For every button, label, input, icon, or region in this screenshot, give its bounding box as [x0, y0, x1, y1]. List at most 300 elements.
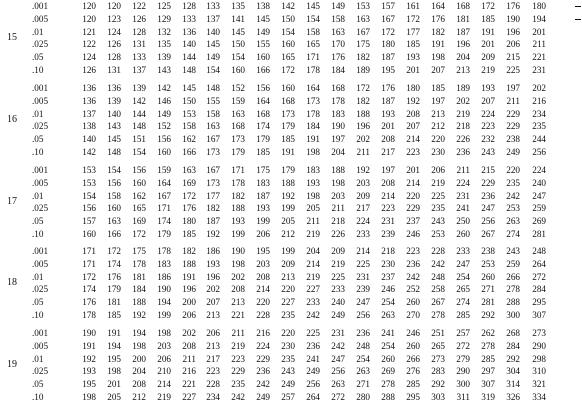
table-cell: 290 — [532, 340, 546, 351]
table-cell: 265 — [431, 340, 445, 351]
table-cell: 160 — [231, 65, 245, 75]
table-cell: 158 — [331, 13, 345, 24]
table-cell: 276 — [406, 366, 420, 377]
table-cell: 173 — [206, 177, 220, 188]
table-cell: 241 — [306, 353, 320, 364]
table-cell: 192 — [356, 165, 370, 175]
table-row — [0, 52, 582, 63]
table-cell: 120 — [107, 1, 121, 11]
table-cell: 257 — [281, 392, 295, 402]
table-cell: 249 — [506, 147, 520, 157]
table-cell: 202 — [356, 134, 370, 145]
table-cell: 223 — [406, 246, 420, 256]
table-cell: 159 — [231, 95, 245, 106]
table-cell: 187 — [381, 52, 395, 63]
table-row — [0, 27, 582, 38]
table-cell: 211 — [231, 328, 245, 338]
table-row — [0, 216, 582, 227]
table-cell: 198 — [82, 392, 96, 402]
table-cell: 180 — [532, 1, 546, 11]
table-cell: 159 — [157, 165, 171, 175]
table-cell: 224 — [456, 177, 470, 188]
table-cell: 219 — [306, 271, 320, 282]
table-cell: 214 — [256, 284, 270, 295]
table-cell: 179 — [281, 121, 295, 132]
table-cell: 171 — [82, 258, 96, 269]
table-cell: 153 — [182, 108, 196, 119]
table-cell: 254 — [456, 271, 470, 282]
table-cell: 163 — [231, 108, 245, 119]
table-cell: 288 — [381, 392, 395, 402]
table-cell: 176 — [331, 52, 345, 63]
table-cell: 199 — [281, 246, 295, 256]
table-cell: 267 — [481, 229, 495, 239]
table-cell: 203 — [256, 258, 270, 269]
table-cell: 193 — [406, 52, 420, 63]
table-cell: 218 — [456, 121, 470, 132]
table-cell: 158 — [306, 26, 320, 37]
table-row — [0, 354, 582, 365]
table-cell: 148 — [182, 65, 196, 75]
table-cell: 179 — [281, 165, 295, 175]
table-cell: 203 — [356, 177, 370, 188]
table-cell: 186 — [157, 271, 171, 282]
n-block-17 — [0, 164, 582, 239]
table-cell: 198 — [132, 340, 146, 351]
table-cell: 128 — [132, 26, 146, 37]
table-cell: 243 — [506, 246, 520, 256]
table-cell: 120 — [82, 1, 96, 11]
table-cell: 161 — [406, 1, 420, 11]
table-cell: 181 — [132, 271, 146, 282]
table-cell: 243 — [481, 147, 495, 157]
table-cell: 163 — [107, 216, 121, 227]
table-cell: 172 — [82, 271, 96, 282]
table-cell: 153 — [356, 1, 370, 11]
table-cell: 233 — [356, 229, 370, 239]
table-cell: 154 — [107, 165, 121, 175]
table-cell: 288 — [506, 297, 520, 308]
table-cell: 221 — [532, 52, 546, 63]
table-cell: 167 — [206, 134, 220, 145]
table-cell: 215 — [506, 52, 520, 63]
table-cell: 196 — [182, 284, 196, 295]
table-cell: 235 — [506, 177, 520, 188]
table-cell: 223 — [231, 353, 245, 364]
table-cell: 140 — [182, 39, 196, 50]
table-cell: 212 — [431, 121, 445, 132]
table-cell: 249 — [256, 392, 270, 402]
table-cell: 229 — [506, 108, 520, 119]
table-cell: 176 — [431, 13, 445, 24]
table-cell: 172 — [132, 229, 146, 239]
table-cell: 300 — [456, 379, 470, 390]
table-cell: 214 — [406, 134, 420, 145]
table-cell: 198 — [107, 366, 121, 377]
table-cell: 198 — [431, 52, 445, 63]
alpha-label: .05 — [32, 297, 44, 308]
table-cell: 141 — [231, 13, 245, 24]
alpha-label: .025 — [32, 284, 49, 295]
table-cell: 149 — [157, 108, 171, 119]
table-row — [0, 246, 582, 257]
table-cell: 242 — [431, 258, 445, 269]
table-cell: 197 — [381, 165, 395, 175]
table-cell: 197 — [431, 95, 445, 106]
table-cell: 228 — [206, 379, 220, 390]
table-cell: 270 — [406, 310, 420, 320]
table-cell: 241 — [456, 203, 470, 214]
table-cell: 224 — [256, 340, 270, 351]
table-cell: 253 — [481, 258, 495, 269]
table-cell: 135 — [231, 1, 245, 11]
table-cell: 148 — [206, 83, 220, 93]
table-cell: 204 — [132, 366, 146, 377]
table-cell: 219 — [331, 258, 345, 269]
alpha-label: .10 — [32, 310, 44, 320]
table-cell: 208 — [406, 108, 420, 119]
table-cell: 208 — [381, 177, 395, 188]
alpha-label: .001 — [32, 328, 49, 338]
table-cell: 206 — [206, 328, 220, 338]
table-cell: 169 — [182, 177, 196, 188]
table-cell: 217 — [206, 353, 220, 364]
alpha-label: .01 — [32, 190, 44, 201]
alpha-label: .005 — [32, 258, 49, 269]
table-cell: 177 — [406, 26, 420, 37]
table-cell: 160 — [157, 147, 171, 157]
table-cell: 238 — [481, 246, 495, 256]
table-cell: 190 — [331, 121, 345, 132]
table-cell: 160 — [281, 39, 295, 50]
table-cell: 298 — [532, 353, 546, 364]
table-cell: 216 — [182, 366, 196, 377]
table-cell: 177 — [206, 190, 220, 201]
table-cell: 191 — [281, 147, 295, 157]
table-cell: 226 — [331, 229, 345, 239]
table-cell: 125 — [157, 1, 171, 11]
table-cell: 241 — [381, 328, 395, 338]
table-cell: 263 — [381, 310, 395, 320]
table-cell: 190 — [82, 328, 96, 338]
table-cell: 150 — [182, 95, 196, 106]
table-cell: 211 — [331, 203, 345, 214]
table-cell: 211 — [182, 353, 196, 364]
table-cell: 135 — [157, 39, 171, 50]
table-cell: 256 — [331, 366, 345, 377]
table-cell: 243 — [281, 366, 295, 377]
table-cell: 230 — [381, 258, 395, 269]
table-cell: 184 — [132, 284, 146, 295]
table-cell: 214 — [406, 177, 420, 188]
alpha-label: .01 — [32, 108, 44, 119]
table-cell: 137 — [82, 108, 96, 119]
table-cell: 231 — [456, 190, 470, 201]
table-cell: 165 — [281, 52, 295, 63]
table-cell: 208 — [182, 340, 196, 351]
table-cell: 133 — [132, 52, 146, 63]
table-cell: 292 — [506, 353, 520, 364]
table-cell: 230 — [281, 340, 295, 351]
alpha-label: .025 — [32, 366, 49, 377]
table-cell: 281 — [481, 297, 495, 308]
table-cell: 224 — [356, 216, 370, 227]
table-cell: 247 — [331, 353, 345, 364]
table-cell: 207 — [481, 95, 495, 106]
table-cell: 120 — [82, 13, 96, 24]
continuation-mark — [575, 19, 581, 20]
table-cell: 160 — [256, 52, 270, 63]
table-cell: 193 — [82, 366, 96, 377]
table-cell: 227 — [182, 392, 196, 402]
table-cell: 223 — [481, 121, 495, 132]
table-cell: 188 — [281, 177, 295, 188]
table-cell: 163 — [331, 26, 345, 37]
table-cell: 249 — [331, 310, 345, 320]
table-row — [0, 229, 582, 240]
table-cell: 189 — [456, 83, 470, 93]
table-cell: 204 — [331, 147, 345, 157]
alpha-label: .10 — [32, 65, 44, 75]
table-cell: 271 — [356, 379, 370, 390]
table-cell: 146 — [157, 95, 171, 106]
table-cell: 240 — [331, 297, 345, 308]
table-cell: 212 — [281, 229, 295, 239]
table-cell: 228 — [256, 310, 270, 320]
table-cell: 167 — [206, 165, 220, 175]
table-cell: 154 — [231, 52, 245, 63]
table-cell: 211 — [532, 39, 546, 50]
table-cell: 199 — [281, 203, 295, 214]
table-cell: 168 — [256, 108, 270, 119]
table-cell: 247 — [356, 297, 370, 308]
table-cell: 172 — [281, 65, 295, 75]
table-cell: 175 — [256, 165, 270, 175]
alpha-label: .05 — [32, 134, 44, 145]
alpha-label: .001 — [32, 83, 49, 93]
alpha-label: .10 — [32, 147, 44, 157]
table-cell: 219 — [157, 392, 171, 402]
table-row — [0, 147, 582, 158]
table-row — [0, 284, 582, 295]
table-cell: 219 — [481, 65, 495, 75]
table-cell: 239 — [381, 229, 395, 239]
table-cell: 160 — [107, 203, 121, 214]
table-cell: 214 — [157, 379, 171, 390]
table-cell: 253 — [506, 203, 520, 214]
table-row — [0, 178, 582, 189]
table-cell: 219 — [306, 229, 320, 239]
table-cell: 225 — [331, 271, 345, 282]
table-cell: 220 — [406, 190, 420, 201]
table-cell: 290 — [456, 366, 470, 377]
table-cell: 172 — [107, 246, 121, 256]
table-cell: 138 — [82, 121, 96, 132]
table-cell: 170 — [331, 39, 345, 50]
table-cell: 311 — [456, 392, 470, 402]
table-cell: 225 — [356, 258, 370, 269]
table-cell: 140 — [206, 26, 220, 37]
table-cell: 229 — [481, 177, 495, 188]
table-cell: 252 — [406, 284, 420, 295]
table-cell: 223 — [406, 147, 420, 157]
table-cell: 136 — [82, 83, 96, 93]
table-cell: 240 — [532, 177, 546, 188]
alpha-label: .05 — [32, 52, 44, 63]
table-cell: 285 — [406, 379, 420, 390]
table-cell: 186 — [206, 246, 220, 256]
table-cell: 256 — [532, 147, 546, 157]
table-cell: 180 — [406, 83, 420, 93]
table-cell: 274 — [506, 229, 520, 239]
table-cell: 236 — [356, 328, 370, 338]
alpha-label: .01 — [32, 271, 44, 282]
table-cell: 149 — [206, 52, 220, 63]
table-cell: 173 — [306, 95, 320, 106]
table-cell: 319 — [481, 392, 495, 402]
table-cell: 178 — [331, 95, 345, 106]
table-cell: 164 — [306, 83, 320, 93]
table-cell: 136 — [107, 83, 121, 93]
table-cell: 268 — [506, 328, 520, 338]
table-row — [0, 203, 582, 214]
table-cell: 168 — [456, 1, 470, 11]
table-cell: 230 — [431, 147, 445, 157]
table-cell: 310 — [532, 366, 546, 377]
table-cell: 174 — [157, 216, 171, 227]
table-cell: 191 — [481, 26, 495, 37]
table-cell: 242 — [406, 271, 420, 282]
table-cell: 190 — [231, 246, 245, 256]
table-cell: 205 — [306, 203, 320, 214]
table-cell: 139 — [157, 52, 171, 63]
table-cell: 156 — [157, 134, 171, 145]
table-cell: 278 — [431, 310, 445, 320]
table-cell: 174 — [107, 258, 121, 269]
table-cell: 215 — [481, 165, 495, 175]
continuation-mark — [575, 6, 581, 7]
table-cell: 138 — [256, 1, 270, 11]
table-cell: 187 — [206, 216, 220, 227]
table-cell: 236 — [456, 147, 470, 157]
table-cell: 213 — [231, 297, 245, 308]
table-row — [0, 39, 582, 50]
table-cell: 263 — [356, 366, 370, 377]
table-cell: 257 — [456, 328, 470, 338]
table-cell: 198 — [306, 147, 320, 157]
table-cell: 156 — [82, 203, 96, 214]
alpha-label: .10 — [32, 392, 44, 402]
table-cell: 156 — [132, 165, 146, 175]
table-cell: 304 — [506, 366, 520, 377]
table-cell: 178 — [132, 258, 146, 269]
table-cell: 153 — [82, 165, 96, 175]
table-cell: 260 — [381, 353, 395, 364]
table-cell: 144 — [182, 52, 196, 63]
alpha-label: .005 — [32, 340, 49, 351]
table-cell: 175 — [132, 246, 146, 256]
table-cell: 199 — [256, 216, 270, 227]
table-cell: 205 — [107, 392, 121, 402]
table-cell: 260 — [481, 271, 495, 282]
table-cell: 143 — [157, 65, 171, 75]
table-cell: 168 — [231, 121, 245, 132]
table-cell: 174 — [256, 121, 270, 132]
table-cell: 180 — [381, 39, 395, 50]
table-cell: 197 — [506, 83, 520, 93]
table-cell: 203 — [157, 340, 171, 351]
table-cell: 188 — [231, 203, 245, 214]
table-cell: 202 — [456, 95, 470, 106]
table-cell: 157 — [82, 216, 96, 227]
table-cell: 220 — [431, 134, 445, 145]
table-cell: 199 — [157, 310, 171, 320]
table-cell: 193 — [206, 258, 220, 269]
table-cell: 169 — [132, 216, 146, 227]
table-cell: 183 — [256, 177, 270, 188]
table-cell: 191 — [182, 271, 196, 282]
table-cell: 202 — [206, 284, 220, 295]
table-cell: 149 — [331, 1, 345, 11]
table-cell: 227 — [306, 284, 320, 295]
table-cell: 172 — [356, 83, 370, 93]
table-cell: 187 — [456, 26, 470, 37]
table-cell: 246 — [406, 328, 420, 338]
table-cell: 158 — [107, 190, 121, 201]
table-cell: 196 — [356, 121, 370, 132]
table-cell: 198 — [331, 177, 345, 188]
table-cell: 173 — [206, 147, 220, 157]
table-cell: 242 — [506, 190, 520, 201]
table-cell: 280 — [356, 392, 370, 402]
table-cell: 156 — [256, 83, 270, 93]
table-cell: 143 — [107, 121, 121, 132]
table-cell: 278 — [506, 284, 520, 295]
table-cell: 278 — [381, 379, 395, 390]
table-cell: 326 — [506, 392, 520, 402]
table-cell: 209 — [481, 52, 495, 63]
table-row — [0, 14, 582, 25]
table-cell: 220 — [281, 284, 295, 295]
table-cell: 185 — [182, 229, 196, 239]
table-cell: 242 — [331, 340, 345, 351]
table-cell: 219 — [431, 177, 445, 188]
table-cell: 179 — [107, 284, 121, 295]
table-cell: 234 — [206, 392, 220, 402]
table-cell: 212 — [132, 392, 146, 402]
alpha-label: .10 — [32, 229, 44, 239]
table-cell: 295 — [406, 392, 420, 402]
table-cell: 168 — [281, 95, 295, 106]
table-cell: 214 — [381, 190, 395, 201]
table-cell: 253 — [431, 229, 445, 239]
table-cell: 234 — [532, 108, 546, 119]
table-cell: 216 — [256, 328, 270, 338]
table-row — [0, 310, 582, 321]
table-cell: 220 — [256, 297, 270, 308]
alpha-label: .01 — [32, 353, 44, 364]
table-cell: 145 — [231, 26, 245, 37]
table-cell: 217 — [381, 147, 395, 157]
table-cell: 175 — [356, 39, 370, 50]
table-cell: 213 — [281, 271, 295, 282]
table-cell: 183 — [306, 165, 320, 175]
table-cell: 284 — [532, 284, 546, 295]
table-row — [0, 121, 582, 132]
table-cell: 131 — [132, 39, 146, 50]
table-cell: 142 — [82, 147, 96, 157]
table-cell: 185 — [481, 13, 495, 24]
